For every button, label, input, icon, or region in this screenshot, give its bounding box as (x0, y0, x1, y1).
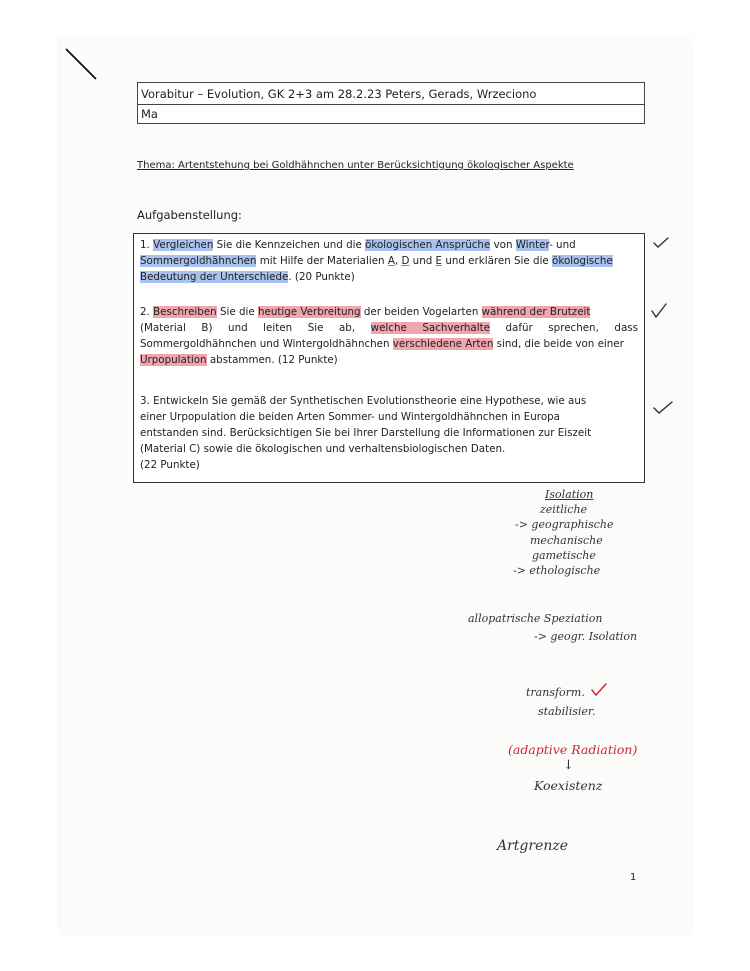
task-1-line-1: 1. Vergleichen Sie die Kennzeichen und die ökologischen Ansprüche von Winter- und (140, 239, 576, 251)
note-allopatrische-speziation: allopatrische Speziation (468, 612, 603, 625)
task-3-line-5: (22 Punkte) (140, 459, 200, 471)
header-box (137, 82, 645, 124)
paper-sheet (60, 38, 690, 933)
note-geographische: -> geographische (515, 518, 614, 531)
note-koexistenz: Koexistenz (534, 778, 603, 793)
task-3-line-2: einer Urpopulation die beiden Arten Sommer- und Wintergoldhähnchen in Europa (140, 411, 560, 423)
note-geogr-isolation: -> geogr. Isolation (534, 630, 638, 643)
note-transform: transform. (526, 686, 585, 699)
check-mark-icon (652, 400, 674, 416)
task-1-line-3: Bedeutung der Unterschiede. (20 Punkte) (140, 271, 355, 283)
note-ethologische: -> ethologische (513, 564, 601, 577)
header-divider (138, 104, 644, 105)
note-isolation: Isolation (545, 488, 594, 501)
task-3-line-3: entstanden sind. Berücksichtigen Sie bei Ihrer Darstellung die Informationen zur Eiszeit (140, 427, 592, 439)
task-box (133, 233, 645, 483)
task-2-line-1: 2. Beschreiben Sie die heutige Verbreitung der beiden Vogelarten während der Brutzeit (140, 306, 591, 318)
check-mark-icon (652, 236, 670, 250)
task-heading: Aufgabenstellung: (137, 208, 242, 222)
red-check-mark-icon (590, 682, 608, 698)
check-mark-icon (650, 302, 668, 320)
note-gametische: gametische (532, 549, 596, 562)
task-2-line-3: Sommergoldhähnchen und Wintergoldhähnchen verschiedene Arten sind, die beide von einer (140, 338, 624, 350)
note-adaptive-radiation: (adaptive Radiation) (508, 742, 638, 757)
note-mechanische: mechanische (530, 534, 603, 547)
task-1 (140, 237, 638, 285)
task-2 (140, 304, 638, 368)
note-zeitliche: zeitliche (540, 503, 588, 516)
task-2-line-4: Urpopulation abstammen. (12 Punkte) (140, 354, 338, 366)
page-number: 1 (630, 872, 637, 883)
note-stabilisier: stabilisier. (538, 705, 596, 718)
header-line-1: Vorabitur – Evolution, GK 2+3 am 28.2.23 Peters, Gerads, Wrzeciono (141, 87, 537, 101)
task-3-line-1: 3. Entwickeln Sie gemäß der Synthetischen Evolutionstheorie eine Hypothese, wie aus (140, 395, 587, 407)
task-1-line-2: Sommergoldhähnchen mit Hilfe der Materialien A, D und E und erklären Sie die ökologische (140, 255, 613, 267)
pen-stroke-slash (62, 45, 102, 85)
note-artgrenze: Artgrenze (497, 838, 569, 854)
header-line-2: Ma (141, 107, 158, 121)
task-3-line-4: (Material C) sowie die ökologischen und verhaltensbiologischen Daten. (140, 443, 506, 455)
task-2-line-2: (Material B) und leiten Sie ab, welche Sachverhalte dafür sprechen, dass (140, 322, 638, 334)
task-3 (140, 393, 638, 473)
note-arrow: ↓ (563, 758, 574, 773)
theme-line: Thema: Artentstehung bei Goldhähnchen unter Berücksichtigung ökologischer Aspekte (137, 160, 574, 171)
